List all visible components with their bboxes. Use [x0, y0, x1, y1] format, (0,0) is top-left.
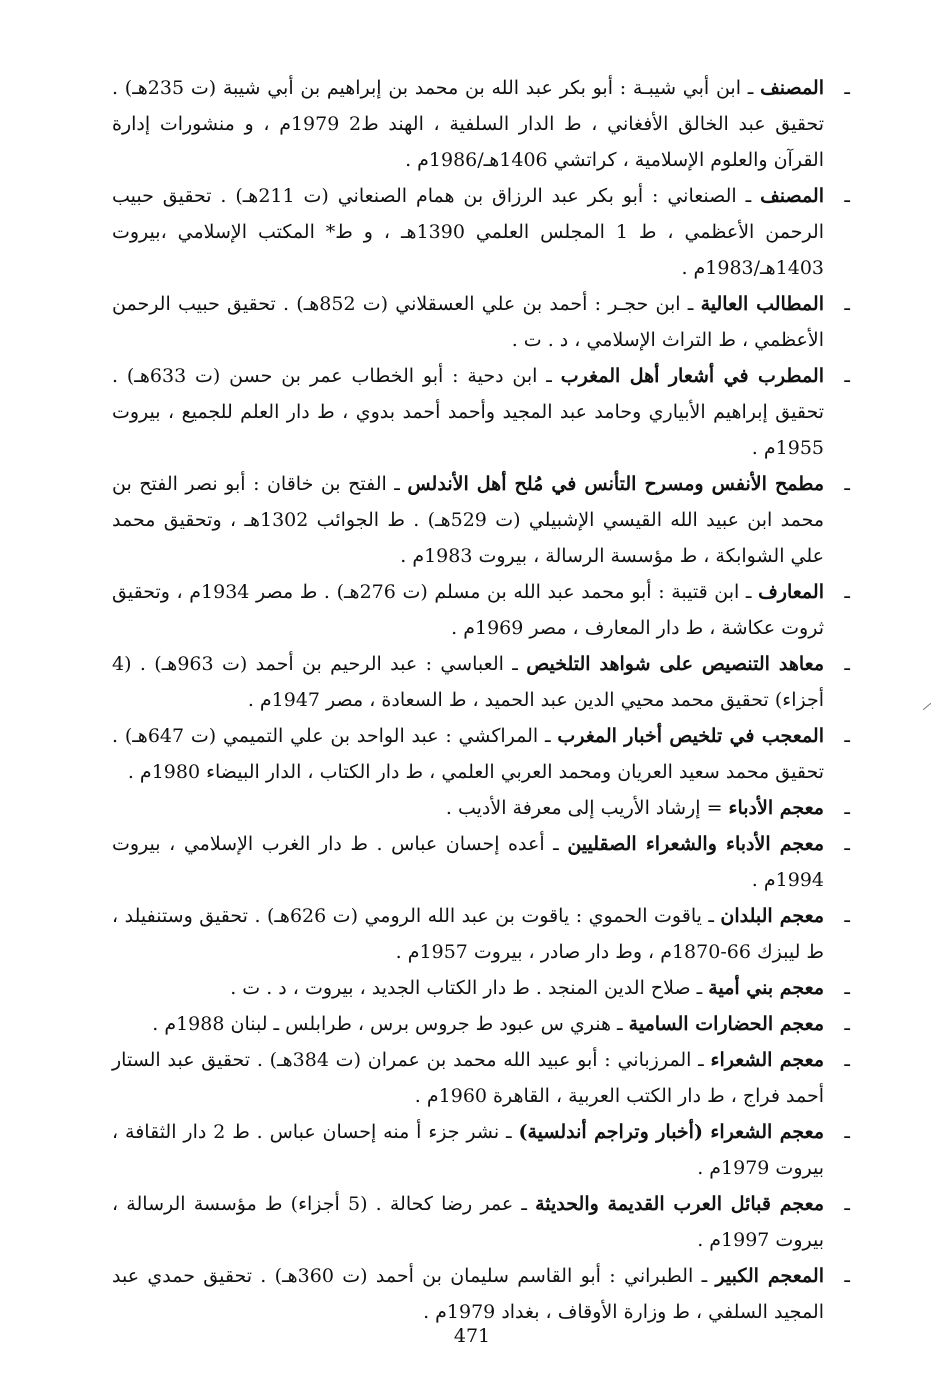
- entry-dash: ـ: [844, 725, 850, 747]
- bibliography-entry: [112, 1186, 850, 1258]
- entry-title: معجم الحضارات السامية: [628, 1013, 824, 1035]
- entry-text: ـ ابن حجـر : أحمد بن علي العسقلاني (ت 852هـ) . تحقيق حبيب الرحمن الأعظمي ، ط التراث الإسلامي ، د . ت .: [112, 293, 824, 351]
- entry-text: ـ صلاح الدين المنجد . ط دار الكتاب الجديد ، بيروت ، د . ت .: [230, 977, 709, 999]
- entry-text: ـ هنري س عبود ط جروس برس ، طرابلس ـ لبنان 1988م .: [152, 1013, 629, 1035]
- entry-dash: ـ: [844, 581, 850, 603]
- entry-dash: ـ: [844, 1121, 850, 1143]
- entry-text: ـ ياقوت الحموي : ياقوت بن عبد الله الرومي (ت 626هـ) . تحقيق وستنفيلد ، ط ليبزك 66-1870م ، وط دار صادر ، بيروت 1957م .: [112, 905, 824, 963]
- entry-title: مطمح الأنفس ومسرح التأنس في مُلح أهل الأندلس: [407, 473, 824, 495]
- bibliography-entry: [112, 826, 850, 898]
- entry-text: = إرشاد الأريب إلى معرفة الأديب .: [445, 797, 729, 819]
- bibliography-entry: [112, 358, 850, 466]
- entry-dash: ـ: [844, 473, 850, 495]
- bibliography-entry: [112, 70, 850, 178]
- entry-dash: ـ: [844, 977, 850, 999]
- entry-text: ـ نشر جزء أ منه إحسان عباس . ط 2 دار الثقافة ، بيروت 1979م .: [112, 1121, 824, 1179]
- entry-title: معجم الشعراء: [710, 1049, 824, 1071]
- entry-title: معجم الشعراء (أخبار وتراجم أندلسية): [518, 1121, 825, 1143]
- entry-title: معجم الأدباء: [728, 797, 824, 819]
- entry-dash: ـ: [844, 1265, 850, 1287]
- bibliography-entry: [112, 1042, 850, 1114]
- entry-title: المصنف: [760, 185, 824, 207]
- bibliography-entry: [112, 898, 850, 970]
- entry-dash: ـ: [844, 833, 850, 855]
- bibliography-entry: [112, 970, 850, 1006]
- entry-dash: ـ: [844, 77, 850, 99]
- entry-title: معجم الأدباء والشعراء الصقليين: [567, 833, 825, 855]
- entry-title: المعجم الكبير: [715, 1265, 824, 1287]
- bibliography-entry: [112, 286, 850, 358]
- bibliography-list: [112, 70, 850, 1330]
- bibliography-entry: [112, 1006, 850, 1042]
- entry-dash: ـ: [844, 1013, 850, 1035]
- entry-title: معجم قبائل العرب القديمة والحديثة: [535, 1193, 824, 1215]
- entry-title: المطرب في أشعار أهل المغرب: [560, 365, 824, 387]
- entry-text: ـ المرزباني : أبو عبيد الله محمد بن عمران (ت 384هـ) . تحقيق عبد الستار أحمد فراج ، ط دار الكتب العربية ، القاهرة 1960م .: [112, 1049, 824, 1107]
- margin-pen-mark: [923, 703, 931, 710]
- entry-dash: ـ: [844, 1049, 850, 1071]
- bibliography-entry: [112, 178, 850, 286]
- entry-dash: ـ: [844, 905, 850, 927]
- entry-dash: ـ: [844, 293, 850, 315]
- entry-text: ـ الصنعاني : أبو بكر عبد الرزاق بن همام الصنعاني (ت 211هـ) . تحقيق حبيب الرحمن الأعظمي ، ط 1 المجلس العلمي 1390هـ ، و ط* المكتب الإسلامي ،بيروت 1403هـ/1983م .: [112, 185, 825, 279]
- bibliography-entry: [112, 646, 850, 718]
- entry-title: معجم البلدان: [720, 905, 824, 927]
- entry-dash: ـ: [844, 185, 850, 207]
- entry-title: معاهد التنصيص على شواهد التلخيص: [526, 653, 824, 675]
- entry-text: ـ الفتح بن خاقان : أبو نصر الفتح بن محمد ابن عبيد الله القيسي الإشبيلي (ت 529هـ) . ط الجوائب 1302هـ ، وتحقيق محمد علي الشوابكة ، ط مؤسسة الرسالة ، بيروت 1983م .: [112, 473, 825, 567]
- entry-text: ـ الطبراني : أبو القاسم سليمان بن أحمد (ت 360هـ) . تحقيق حمدي عبد المجيد السلفي ، ط وزارة الأوقاف ، بغداد 1979م .: [112, 1265, 824, 1323]
- entry-title: المصنف: [760, 77, 824, 99]
- bibliography-entry: [112, 1258, 850, 1330]
- entry-title: معجم بني أمية: [708, 977, 824, 999]
- bibliography-entry: [112, 574, 850, 646]
- entry-text: ـ العباسي : عبد الرحيم بن أحمد (ت 963هـ) . (4 أجزاء) تحقيق محمد محيي الدين عبد الحميد ، ط السعادة ، مصر 1947م .: [112, 653, 824, 711]
- entry-text: ـ ابن دحية : أبو الخطاب عمر بن حسن (ت 633هـ) . تحقيق إبراهيم الأبياري وحامد عبد المجيد وأحمد أحمد بدوي ، ط دار العلم للجميع ، بيروت 1955م .: [112, 365, 824, 459]
- bibliography-entry: [112, 1114, 850, 1186]
- entry-title: المطالب العالية: [700, 293, 824, 315]
- entry-text: ـ ابن قتيبة : أبو محمد عبد الله بن مسلم (ت 276هـ) . ط مصر 1934م ، وتحقيق ثروت عكاشة ، ط دار المعارف ، مصر 1969م .: [112, 581, 824, 639]
- entry-dash: ـ: [844, 797, 850, 819]
- entry-dash: ـ: [844, 1193, 850, 1215]
- bibliography-entry: [112, 466, 850, 574]
- bibliography-entry: [112, 718, 850, 790]
- entry-title: المعارف: [758, 581, 824, 603]
- entry-text: ـ المراكشي : عبد الواحد بن علي التميمي (ت 647هـ) . تحقيق محمد سعيد العريان ومحمد العربي العلمي ، ط دار الكتاب ، الدار البيضاء 1980م .: [112, 725, 824, 783]
- entry-text: ـ عمر رضا كحالة . (5 أجزاء) ط مؤسسة الرسالة ، بيروت 1997م .: [112, 1193, 824, 1251]
- page-number: 471: [453, 1325, 491, 1347]
- entry-text: ـ أعده إحسان عباس . ط دار الغرب الإسلامي ، بيروت 1994م .: [112, 833, 824, 891]
- entry-dash: ـ: [844, 365, 850, 387]
- bibliography-entry: [112, 790, 850, 826]
- entry-dash: ـ: [844, 653, 850, 675]
- entry-title: المعجب في تلخيص أخبار المغرب: [557, 725, 825, 747]
- entry-text: ـ ابن أبي شيبـة : أبو بكر عبد الله بن محمد بن إبراهيم بن أبي شيبة (ت 235هـ) . تحقيق عبد الخالق الأفغاني ، ط الدار السلفية ، الهند ط2 1979م ، و منشورات إدارة القرآن والعلوم الإسلامية ، كراتشي 1406هـ/1986م .: [112, 77, 824, 171]
